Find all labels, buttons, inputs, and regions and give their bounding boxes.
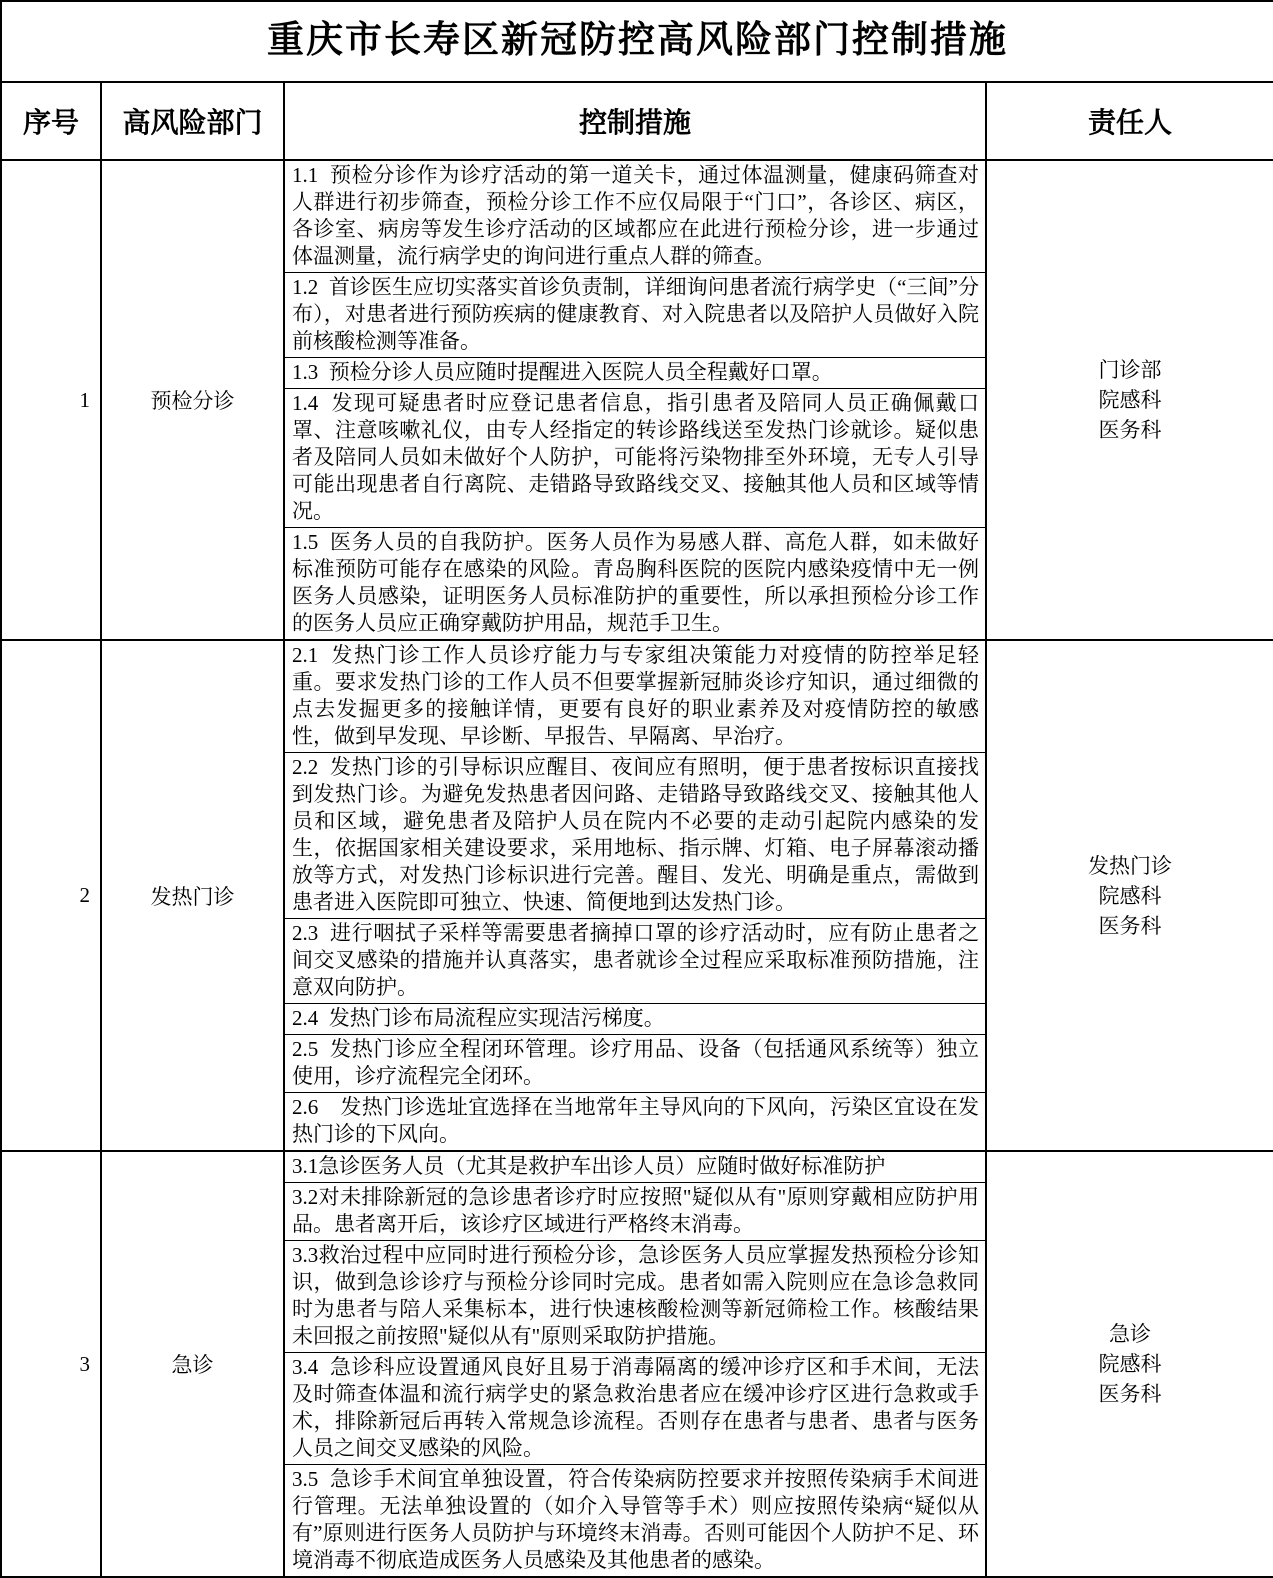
header-index: 序号 [1,82,101,160]
header-responsible: 责任人 [986,82,1273,160]
measure-item: 2.5 发热门诊应全程闭环管理。诊疗用品、设备（包括通风系统等）独立使用，诊疗流程完全闭环。 [285,1035,985,1093]
measure-item: 3.1急诊医务人员（尤其是救护车出诊人员）应随时做好标准防护 [285,1152,985,1183]
responsible-line: 急诊 [1109,1322,1151,1346]
responsible-line: 院感科 [1098,883,1162,908]
row-index: 1 [1,160,101,640]
measure-item: 1.3 预检分诊人员应随时提醒进入医院人员全程戴好口罩。 [285,358,985,389]
row-index: 3 [1,1151,101,1577]
responsible-line: 发热门诊 [1088,853,1172,878]
measure-item: 3.5 急诊手术间宜单独设置，符合传染病防控要求并按照传染病手术间进行管理。无法单独设置的（如介入导管等手术）则应按照传染病“疑似从有”原则进行医务人员防护与环境终末消毒。否则可能因个人防护不足、环境消毒不彻底造成医务人员感染及其他患者的感染。 [292,1467,979,1572]
page-title: 重庆市长寿区新冠防控高风险部门控制措施 [267,20,1008,62]
row-index: 2 [1,640,101,1151]
measure-item: 2.2 发热门诊的引导标识应醒目、夜间应有照明，便于患者按标识直接找到发热门诊。为避免发热患者因问路、走错路导致路线交叉、接触其他人员和区域，避免患者及陪护人员在院内不必要的走动引起院内感染的发生，依据国家相关建设要求，采用地标、指示牌、灯箱、电子屏幕滚动播放等方式，对发热门诊标识进行完善。醒目、发光、明确是重点，需做到患者进入医院即可独立、快速、简便地到达发热门诊。 [285,753,985,919]
measure-item: 2.3 进行咽拭子采样等需要患者摘掉口罩的诊疗活动时，应有防止患者之间交叉感染的措施并认真落实，患者就诊全过程应采取标准预防措施，注意双向防护。 [285,919,985,1004]
table-header-row [1,82,1273,160]
header-measures: 控制措施 [284,82,986,160]
responsible-line: 医务科 [1098,1382,1162,1406]
header-department: 高风险部门 [101,82,284,160]
responsible-cell [986,1151,1273,1577]
responsible-cell [986,160,1273,640]
measure-item: 2.4 发热门诊布局流程应实现洁污梯度。 [285,1004,985,1035]
measure-item: 1.4 发现可疑患者时应登记患者信息，指引患者及陪同人员正确佩戴口罩、注意咳嗽礼仪，由专人经指定的转诊路线送至发热门诊就诊。疑似患者及陪同人员如未做好个人防护，可能将污染物排至外环境，无专人引导可能出现患者自行离院、走错路导致路线交叉、接触其他人员和区域等情况。 [285,389,985,528]
measure-item: 3.2对未排除新冠的急诊患者诊疗时应按照"疑似从有"原则穿戴相应防护用品。患者离开后，该诊疗区域进行严格终末消毒。 [285,1183,985,1241]
measure-item: 1.5 医务人员的自我防护。医务人员作为易感人群、高危人群，如未做好标准预防可能存在感染的风险。青岛胸科医院的医院内感染疫情中无一例医务人员感染，证明医务人员标准防护的重要性，所以承担预检分诊工作的医务人员应正确穿戴防护用品，规范手卫生。 [292,530,979,635]
measure-item: 2.1 发热门诊工作人员诊疗能力与专家组决策能力对疫情的防控举足轻重。要求发热门诊的工作人员不但要掌握新冠肺炎诊疗知识，通过细微的点去发掘更多的接触详情，更要有良好的职业素养及对疫情防控的敏感性，做到早发现、早诊断、早报告、早隔离、早治疗。 [285,641,985,753]
responsible-line: 院感科 [1098,388,1162,412]
table-row [1,160,1273,640]
measure-item: 1.1 预检分诊作为诊疗活动的第一道关卡，通过体温测量，健康码筛查对人群进行初步筛查，预检分诊工作不应仅局限于“门口”，各诊区、病区，各诊室、病房等发生诊疗活动的区域都应在此进行预检分诊，进一步通过体温测量，流行病学史的询问进行重点人群的筛查。 [285,161,985,273]
responsible-line: 医务科 [1098,418,1162,442]
measure-item: 2.6 发热门诊选址宜选择在当地常年主导风向的下风向，污染区宜设在发热门诊的下风向。 [292,1095,979,1146]
title-row [1,1,1273,82]
measure-item: 3.4 急诊科应设置通风良好且易于消毒隔离的缓冲诊疗区和手术间，无法及时筛查体温和流行病学史的紧急救治患者应在缓冲诊疗区进行急救或手术，排除新冠后再转入常规急诊流程。否则存在患者与患者、患者与医务人员之间交叉感染的风险。 [285,1353,985,1465]
measure-item: 1.2 首诊医生应切实落实首诊负责制，详细询问患者流行病学史（“三间”分布），对患者进行预防疾病的健康教育、对入院患者以及陪护人员做好入院前核酸检测等准备。 [285,273,985,358]
measures-cell [284,160,986,640]
row-department: 急诊 [101,1151,284,1577]
responsible-line: 门诊部 [1098,358,1162,382]
measures-cell [284,1151,986,1577]
row-department: 预检分诊 [101,160,284,640]
measures-cell [284,640,986,1151]
row-department: 发热门诊 [101,640,284,1151]
table-row [1,640,1273,1151]
responsible-cell [986,640,1273,1151]
responsible-line: 医务科 [1098,913,1162,938]
measure-item: 3.3救治过程中应同时进行预检分诊，急诊医务人员应掌握发热预检分诊知识，做到急诊诊疗与预检分诊同时完成。患者如需入院则应在急诊急救同时为患者与陪人采集标本，进行快速核酸检测等新冠筛检工作。核酸结果未回报之前按照"疑似从有"原则采取防护措施。 [285,1241,985,1353]
table-row [1,1151,1273,1577]
responsible-line: 院感科 [1098,1352,1162,1376]
